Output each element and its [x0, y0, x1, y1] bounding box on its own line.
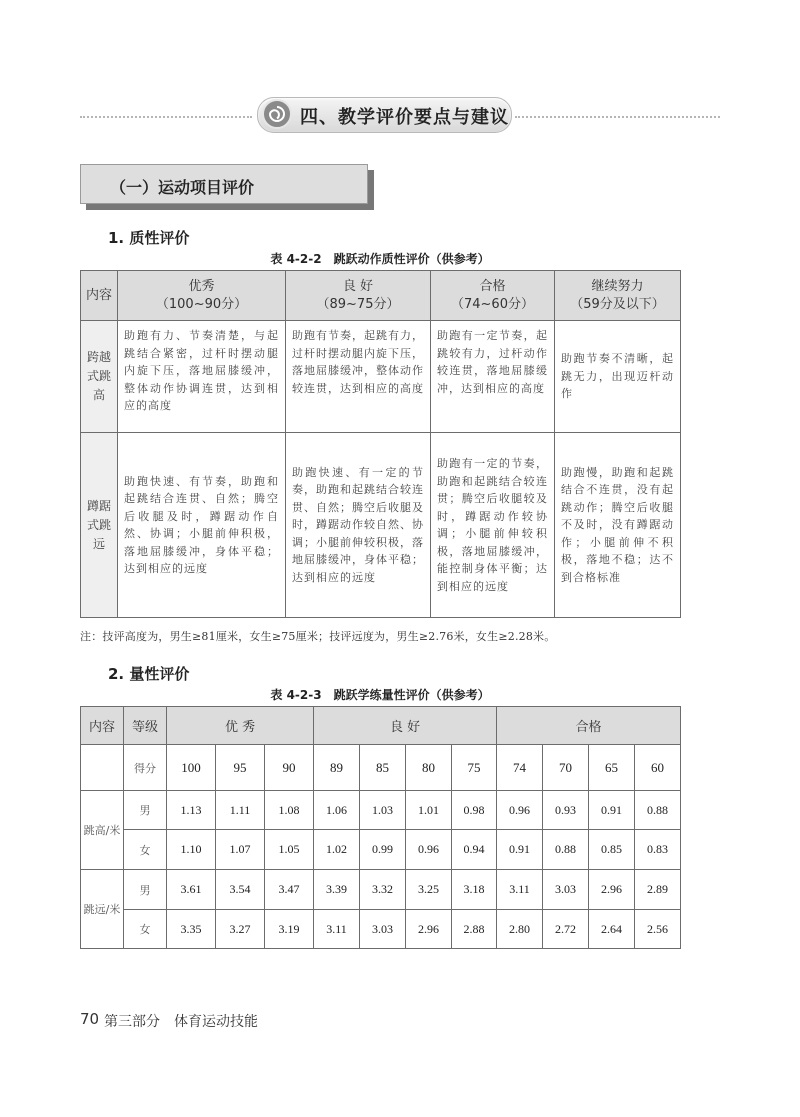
t2-value: 2.88	[452, 910, 497, 949]
t2-value: 1.08	[265, 791, 314, 830]
t2-header-pass: 合格	[497, 707, 681, 745]
t1-cell: 助跑慢，助跑和起跳结合不连贯，没有起跳动作；腾空后收腿不及时，没有蹲踞动作；小腿前伸不积极，落地不稳；达不到合格标准	[555, 433, 681, 618]
table-row	[81, 321, 681, 433]
t2-value: 3.18	[452, 870, 497, 910]
t2-value: 2.80	[497, 910, 543, 949]
t2-header-grade: 等级	[124, 707, 167, 745]
table-row	[81, 745, 681, 791]
t2-value: 2.64	[589, 910, 635, 949]
t2-header-good: 良 好	[314, 707, 497, 745]
t2-value: 2.56	[635, 910, 681, 949]
chapter-title: 四、教学评价要点与建议	[300, 107, 509, 128]
t2-value: 3.32	[360, 870, 406, 910]
t1-row-label: 蹲踞式跳远	[81, 433, 118, 618]
t1-cell: 助跑有一定节奏，起跳较有力，过杆动作较连贯，落地屈膝缓冲，达到相应的高度	[431, 321, 555, 433]
t1-cell: 助跑有力、节奏清楚，与起跳结合紧密，过杆时摆动腿内旋下压，落地屈膝缓冲，整体动作协调连贯，达到相应的高度	[118, 321, 286, 433]
t2-value: 2.89	[635, 870, 681, 910]
t2-gender: 女	[124, 910, 167, 949]
t2-value: 1.07	[216, 830, 265, 870]
t1-cell: 助跑有节奏，起跳有力，过杆时摆动腿内旋下压，落地屈膝缓冲，整体动作较连贯，达到相应的高度	[286, 321, 431, 433]
t2-value: 3.27	[216, 910, 265, 949]
t2-value: 3.03	[543, 870, 589, 910]
t2-score: 65	[589, 745, 635, 791]
t2-value: 1.03	[360, 791, 406, 830]
table-row	[81, 910, 681, 949]
t2-value: 2.96	[589, 870, 635, 910]
t2-value: 1.06	[314, 791, 360, 830]
t2-value: 3.03	[360, 910, 406, 949]
t2-value: 1.05	[265, 830, 314, 870]
t2-group-label: 跳高/米	[81, 791, 124, 870]
table2-caption: 表 4-2-3 跳跃学练量性评价（供参考）	[270, 688, 490, 702]
t2-score: 60	[635, 745, 681, 791]
t2-value: 3.39	[314, 870, 360, 910]
running-footer: 第三部分 体育运动技能	[104, 1014, 258, 1030]
table-row	[81, 830, 681, 870]
t2-header-excellent: 优 秀	[167, 707, 314, 745]
t2-value: 3.25	[406, 870, 452, 910]
t2-value: 3.11	[314, 910, 360, 949]
t1-cell: 助跑快速、有一定的节奏，助跑和起跳结合较连贯、自然；腾空后收腿及时，蹲踞动作较自然、协调；小腿前伸较积极，落地屈膝缓冲，身体平稳；达到相应的远度	[286, 433, 431, 618]
t1-cell: 助跑节奏不清晰，起跳无力，出现迈杆动作	[555, 321, 681, 433]
t2-gender: 男	[124, 791, 167, 830]
t2-gender: 男	[124, 870, 167, 910]
t2-value: 3.54	[216, 870, 265, 910]
banner-right-rule	[515, 116, 720, 118]
t1-row-label: 跨越式跳高	[81, 321, 118, 433]
t2-value: 2.72	[543, 910, 589, 949]
t2-value: 0.94	[452, 830, 497, 870]
t2-value: 3.35	[167, 910, 216, 949]
t1-header-excellent: 优秀 （100~90分）	[118, 271, 286, 321]
chapter-swirl-icon	[262, 99, 292, 129]
t2-value: 3.19	[265, 910, 314, 949]
t2-score: 100	[167, 745, 216, 791]
t1-header-content: 内容	[81, 271, 118, 321]
t2-group-label: 跳远/米	[81, 870, 124, 949]
t2-score: 74	[497, 745, 543, 791]
t2-value: 0.93	[543, 791, 589, 830]
t2-score-label: 得分	[124, 745, 167, 791]
subsection-title-quantitative: 2. 量性评价	[108, 665, 190, 683]
t2-header-content: 内容	[81, 707, 124, 745]
t2-value: 0.99	[360, 830, 406, 870]
table1-caption: 表 4-2-2 跳跃动作质性评价（供参考）	[270, 252, 490, 266]
t2-value: 0.91	[497, 830, 543, 870]
t2-score: 89	[314, 745, 360, 791]
t2-score: 90	[265, 745, 314, 791]
t2-value: 3.47	[265, 870, 314, 910]
table-row	[81, 791, 681, 830]
section-title: （一）运动项目评价	[110, 178, 255, 197]
subsection-title-qualitative: 1. 质性评价	[108, 229, 190, 247]
table-row	[81, 870, 681, 910]
t2-value: 0.91	[589, 791, 635, 830]
t2-value: 1.02	[314, 830, 360, 870]
t2-value: 1.01	[406, 791, 452, 830]
t1-header-good: 良 好 （89~75分）	[286, 271, 431, 321]
t2-score: 95	[216, 745, 265, 791]
t2-gender: 女	[124, 830, 167, 870]
t2-value: 0.88	[543, 830, 589, 870]
t2-value: 0.85	[589, 830, 635, 870]
t2-value: 1.10	[167, 830, 216, 870]
t2-value: 0.88	[635, 791, 681, 830]
table1-header-row	[81, 271, 681, 321]
t2-value: 3.11	[497, 870, 543, 910]
t2-value: 3.61	[167, 870, 216, 910]
t1-header-pass: 合格 （74~60分）	[431, 271, 555, 321]
qualitative-table	[80, 270, 681, 618]
table2-header-row	[81, 707, 681, 745]
table1-note: 注：技评高度为，男生≥81厘米，女生≥75厘米；技评远度为，男生≥2.76米，女生≥2.28米。	[80, 630, 556, 643]
t2-empty-cell	[81, 745, 124, 791]
t2-score: 70	[543, 745, 589, 791]
t2-value: 1.11	[216, 791, 265, 830]
t2-score: 85	[360, 745, 406, 791]
t2-value: 0.98	[452, 791, 497, 830]
t2-value: 2.96	[406, 910, 452, 949]
t1-header-keep-trying: 继续努力 （59分及以下）	[555, 271, 681, 321]
t2-value: 0.83	[635, 830, 681, 870]
banner-left-rule	[80, 116, 252, 118]
t2-score: 80	[406, 745, 452, 791]
t1-cell: 助跑有一定的节奏，助跑和起跳结合较连贯；腾空后收腿较及时，蹲踞动作较协调；小腿前伸较积极，落地屈膝缓冲，能控制身体平衡；达到相应的远度	[431, 433, 555, 618]
t2-value: 0.96	[497, 791, 543, 830]
t2-score: 75	[452, 745, 497, 791]
table-row	[81, 433, 681, 618]
t1-cell: 助跑快速、有节奏，助跑和起跳结合连贯、自然；腾空后收腿及时，蹲踞动作自然、协调；小腿前伸积极，落地屈膝缓冲，身体平稳；达到相应的远度	[118, 433, 286, 618]
page-number: 70	[80, 1010, 100, 1028]
t2-value: 1.13	[167, 791, 216, 830]
t2-value: 0.96	[406, 830, 452, 870]
quantitative-table	[80, 706, 681, 949]
